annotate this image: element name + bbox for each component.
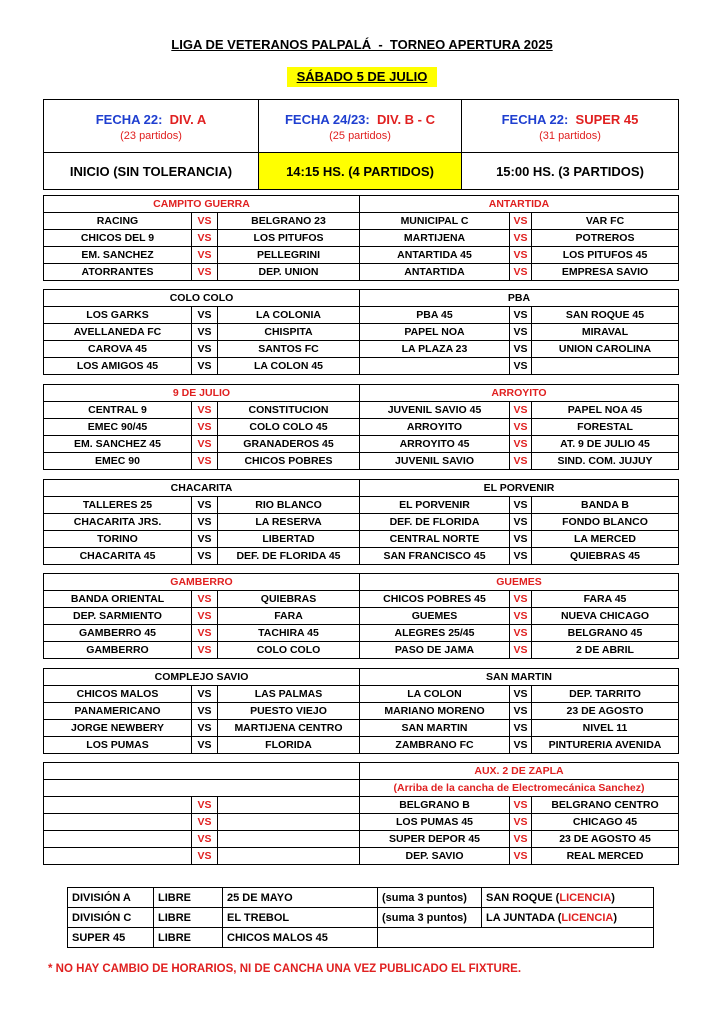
away-team: DEF. DE FLORIDA 45 (218, 548, 360, 565)
vs-label: VS (510, 703, 532, 720)
libre-row (68, 888, 654, 908)
home-team: ATORRANTES (44, 264, 192, 281)
vs-label: VS (510, 720, 532, 737)
fixture-block (43, 479, 679, 565)
vs-label: VS (510, 247, 532, 264)
vs-label: VS (192, 419, 218, 436)
vs-label: VS (192, 548, 218, 565)
vs-label: VS (192, 264, 218, 281)
vs-label: VS (192, 230, 218, 247)
match-row (44, 703, 679, 720)
home-team: JORGE NEWBERY (44, 720, 192, 737)
match-date: SÁBADO 5 DE JULIO (287, 67, 437, 87)
fixture-block (43, 762, 679, 865)
vs-label: VS (192, 453, 218, 470)
home-team: EMEC 90/45 (44, 419, 192, 436)
vs-label: VS (510, 514, 532, 531)
away-team: BELGRANO 23 (218, 213, 360, 230)
vs-label: VS (192, 737, 218, 754)
home-team: EM. SANCHEZ 45 (44, 436, 192, 453)
vs-label: VS (510, 548, 532, 565)
away-team: VAR FC (532, 213, 679, 230)
venue-left: CAMPITO GUERRA (44, 196, 360, 213)
home-team (44, 814, 192, 831)
away-team: NUEVA CHICAGO (532, 608, 679, 625)
venue-right: AUX. 2 DE ZAPLA (360, 763, 679, 780)
vs-label: VS (192, 307, 218, 324)
match-row (44, 230, 679, 247)
home-team: CENTRAL 9 (44, 402, 192, 419)
home-team: LOS PUMAS (44, 737, 192, 754)
home-team: SAN FRANCISCO 45 (360, 548, 510, 565)
home-team: SAN MARTIN (360, 720, 510, 737)
home-team: DEP. SARMIENTO (44, 608, 192, 625)
away-team: UNION CAROLINA (532, 341, 679, 358)
away-team: LA MERCED (532, 531, 679, 548)
venue-left (44, 763, 360, 780)
home-team: PANAMERICANO (44, 703, 192, 720)
match-row (44, 402, 679, 419)
fixture-block (43, 573, 679, 659)
libre-row (68, 928, 654, 948)
away-team: FARA (218, 608, 360, 625)
fixture-block (43, 668, 679, 754)
vs-label: VS (510, 737, 532, 754)
team-cell: EL TREBOL (223, 908, 378, 928)
vs-label: VS (510, 402, 532, 419)
away-team: 23 DE AGOSTO 45 (532, 831, 679, 848)
vs-label: VS (510, 436, 532, 453)
away-team: RIO BLANCO (218, 497, 360, 514)
match-row (44, 831, 679, 848)
match-row (44, 548, 679, 565)
home-team: JUVENIL SAVIO 45 (360, 402, 510, 419)
home-team: ZAMBRANO FC (360, 737, 510, 754)
vs-label: VS (192, 703, 218, 720)
home-team: PBA 45 (360, 307, 510, 324)
licencia-cell: SAN ROQUE (LICENCIA) (482, 888, 654, 908)
home-team: MARTIJENA (360, 230, 510, 247)
vs-label: VS (192, 436, 218, 453)
home-team: DEP. SAVIO (360, 848, 510, 865)
away-team: MARTIJENA CENTRO (218, 720, 360, 737)
match-row (44, 591, 679, 608)
libre-cell: LIBRE (154, 928, 223, 948)
home-team: CAROVA 45 (44, 341, 192, 358)
vs-label: VS (192, 341, 218, 358)
away-team: TACHIRA 45 (218, 625, 360, 642)
vs-label: VS (510, 642, 532, 659)
match-row (44, 497, 679, 514)
vs-label: VS (510, 230, 532, 247)
team-cell: 25 DE MAYO (223, 888, 378, 908)
match-row (44, 625, 679, 642)
match-row (44, 686, 679, 703)
away-team: QUIEBRAS (218, 591, 360, 608)
fecha-super-45: FECHA 22: SUPER 45 (31 partidos) (462, 100, 679, 153)
away-team: PINTURERIA AVENIDA (532, 737, 679, 754)
match-row (44, 514, 679, 531)
home-team: PASO DE JAMA (360, 642, 510, 659)
vs-label: VS (510, 531, 532, 548)
home-team: BELGRANO B (360, 797, 510, 814)
time-div-bc: 14:15 HS. (4 PARTIDOS) (259, 153, 462, 190)
away-team: CONSTITUCION (218, 402, 360, 419)
vs-label: VS (192, 591, 218, 608)
vs-label: VS (192, 213, 218, 230)
vs-label: VS (192, 247, 218, 264)
fixture-block (43, 195, 679, 281)
away-team: LIBERTAD (218, 531, 360, 548)
home-team: LOS PUMAS 45 (360, 814, 510, 831)
vs-label: VS (192, 402, 218, 419)
match-row (44, 814, 679, 831)
match-row (44, 358, 679, 375)
match-row (44, 797, 679, 814)
home-team: CHACARITA 45 (44, 548, 192, 565)
vs-label: VS (192, 848, 218, 865)
away-team (218, 848, 360, 865)
away-team: 2 DE ABRIL (532, 642, 679, 659)
home-team: CHICOS POBRES 45 (360, 591, 510, 608)
home-team: JUVENIL SAVIO (360, 453, 510, 470)
vs-label: VS (192, 358, 218, 375)
away-team: CHISPITA (218, 324, 360, 341)
home-team: CHICOS DEL 9 (44, 230, 192, 247)
vs-label: VS (510, 625, 532, 642)
fecha-div-a: FECHA 22: DIV. A (23 partidos) (44, 100, 259, 153)
venue-left-sub (44, 780, 360, 797)
away-team: CHICOS POBRES (218, 453, 360, 470)
away-team: BELGRANO 45 (532, 625, 679, 642)
vs-label: VS (192, 686, 218, 703)
home-team: ARROYITO (360, 419, 510, 436)
vs-label: VS (192, 531, 218, 548)
home-team: EMEC 90 (44, 453, 192, 470)
away-team (532, 358, 679, 375)
suma-cell: (suma 3 puntos) (378, 888, 482, 908)
away-team: EMPRESA SAVIO (532, 264, 679, 281)
away-team: REAL MERCED (532, 848, 679, 865)
fechas-table (43, 99, 679, 190)
vs-label: VS (510, 419, 532, 436)
vs-label: VS (192, 608, 218, 625)
away-team (218, 797, 360, 814)
vs-label: VS (510, 797, 532, 814)
home-team: EL PORVENIR (360, 497, 510, 514)
away-team: DEP. TARRITO (532, 686, 679, 703)
venue-right: EL PORVENIR (360, 480, 679, 497)
vs-label: VS (510, 497, 532, 514)
vs-label: VS (510, 307, 532, 324)
venue-left: COLO COLO (44, 290, 360, 307)
match-row (44, 419, 679, 436)
home-team: MUNICIPAL C (360, 213, 510, 230)
match-row (44, 324, 679, 341)
home-team (44, 831, 192, 848)
vs-label: VS (192, 642, 218, 659)
vs-label: VS (510, 848, 532, 865)
match-row (44, 608, 679, 625)
away-team: COLO COLO (218, 642, 360, 659)
away-team: LOS PITUFOS (218, 230, 360, 247)
home-team: EM. SANCHEZ (44, 247, 192, 264)
match-row (44, 213, 679, 230)
away-team: 23 DE AGOSTO (532, 703, 679, 720)
venue-right: GUEMES (360, 574, 679, 591)
match-row (44, 247, 679, 264)
vs-label: VS (510, 341, 532, 358)
away-team: LA COLONIA (218, 307, 360, 324)
away-team (218, 831, 360, 848)
away-team: SAN ROQUE 45 (532, 307, 679, 324)
suma-cell (378, 928, 654, 948)
home-team: GAMBERRO (44, 642, 192, 659)
vs-label: VS (192, 814, 218, 831)
away-team: LA RESERVA (218, 514, 360, 531)
away-team: CHICAGO 45 (532, 814, 679, 831)
match-row (44, 531, 679, 548)
fixture-block (43, 289, 679, 375)
match-row (44, 307, 679, 324)
suma-cell: (suma 3 puntos) (378, 908, 482, 928)
home-team: ANTARTIDA (360, 264, 510, 281)
vs-label: VS (510, 264, 532, 281)
away-team: SANTOS FC (218, 341, 360, 358)
venue-right: PBA (360, 290, 679, 307)
away-team: QUIEBRAS 45 (532, 548, 679, 565)
away-team: AT. 9 DE JULIO 45 (532, 436, 679, 453)
vs-label: VS (192, 831, 218, 848)
match-row (44, 436, 679, 453)
match-row (44, 737, 679, 754)
venue-left: 9 DE JULIO (44, 385, 360, 402)
time-super-45: 15:00 HS. (3 PARTIDOS) (462, 153, 679, 190)
venue-right: SAN MARTIN (360, 669, 679, 686)
division-cell: DIVISIÓN C (68, 908, 154, 928)
home-team: LOS GARKS (44, 307, 192, 324)
time-div-a: INICIO (SIN TOLERANCIA) (44, 153, 259, 190)
match-row (44, 264, 679, 281)
home-team: SUPER DEPOR 45 (360, 831, 510, 848)
away-team: DEP. UNION (218, 264, 360, 281)
vs-label: VS (192, 514, 218, 531)
home-team: ARROYITO 45 (360, 436, 510, 453)
division-cell: SUPER 45 (68, 928, 154, 948)
home-team: LA PLAZA 23 (360, 341, 510, 358)
match-row (44, 720, 679, 737)
venue-left: CHACARITA (44, 480, 360, 497)
licencia-cell: LA JUNTADA (LICENCIA) (482, 908, 654, 928)
home-team: GUEMES (360, 608, 510, 625)
vs-label: VS (192, 720, 218, 737)
away-team: COLO COLO 45 (218, 419, 360, 436)
vs-label: VS (192, 497, 218, 514)
vs-label: VS (192, 797, 218, 814)
away-team: PAPEL NOA 45 (532, 402, 679, 419)
vs-label: VS (510, 324, 532, 341)
vs-label: VS (192, 625, 218, 642)
vs-label: VS (510, 814, 532, 831)
home-team: ALEGRES 25/45 (360, 625, 510, 642)
libre-row (68, 908, 654, 928)
away-team: FARA 45 (532, 591, 679, 608)
division-cell: DIVISIÓN A (68, 888, 154, 908)
away-team: POTREROS (532, 230, 679, 247)
away-team: FONDO BLANCO (532, 514, 679, 531)
away-team: BANDA B (532, 497, 679, 514)
away-team: FLORIDA (218, 737, 360, 754)
match-row (44, 642, 679, 659)
fixture-note: * NO HAY CAMBIO DE HORARIOS, NI DE CANCHA UNA VEZ PUBLICADO EL FIXTURE. (48, 963, 522, 975)
libres-table (67, 887, 654, 948)
venue-left: GAMBERRO (44, 574, 360, 591)
home-team: PAPEL NOA (360, 324, 510, 341)
home-team: ANTARTIDA 45 (360, 247, 510, 264)
vs-label: VS (192, 324, 218, 341)
fixture-block (43, 384, 679, 470)
team-cell: CHICOS MALOS 45 (223, 928, 378, 948)
away-team: LAS PALMAS (218, 686, 360, 703)
home-team (44, 848, 192, 865)
home-team: DEF. DE FLORIDA (360, 514, 510, 531)
libre-cell: LIBRE (154, 888, 223, 908)
home-team: TALLERES 25 (44, 497, 192, 514)
vs-label: VS (510, 686, 532, 703)
away-team: PUESTO VIEJO (218, 703, 360, 720)
venue-right: ARROYITO (360, 385, 679, 402)
venue-right: ANTARTIDA (360, 196, 679, 213)
away-team: BELGRANO CENTRO (532, 797, 679, 814)
home-team: BANDA ORIENTAL (44, 591, 192, 608)
home-team: CHICOS MALOS (44, 686, 192, 703)
away-team: PELLEGRINI (218, 247, 360, 264)
away-team: LA COLON 45 (218, 358, 360, 375)
away-team: NIVEL 11 (532, 720, 679, 737)
page-title: LIGA DE VETERANOS PALPALÁ - TORNEO APERTURA 2025 (171, 37, 553, 52)
vs-label: VS (510, 591, 532, 608)
home-team: RACING (44, 213, 192, 230)
venue-left: COMPLEJO SAVIO (44, 669, 360, 686)
home-team: LOS AMIGOS 45 (44, 358, 192, 375)
home-team: LA COLON (360, 686, 510, 703)
home-team (360, 358, 510, 375)
fecha-div-bc: FECHA 24/23: DIV. B - C (25 partidos) (259, 100, 462, 153)
match-row (44, 341, 679, 358)
match-row (44, 848, 679, 865)
vs-label: VS (510, 831, 532, 848)
venue-subtitle: (Arriba de la cancha de Electromecánica Sanchez) (360, 780, 679, 797)
home-team: CHACARITA JRS. (44, 514, 192, 531)
home-team: TORINO (44, 531, 192, 548)
home-team: MARIANO MORENO (360, 703, 510, 720)
match-row (44, 453, 679, 470)
home-team: AVELLANEDA FC (44, 324, 192, 341)
away-team: MIRAVAL (532, 324, 679, 341)
libre-cell: LIBRE (154, 908, 223, 928)
away-team: GRANADEROS 45 (218, 436, 360, 453)
away-team: LOS PITUFOS 45 (532, 247, 679, 264)
home-team (44, 797, 192, 814)
away-team: SIND. COM. JUJUY (532, 453, 679, 470)
vs-label: VS (510, 453, 532, 470)
home-team: CENTRAL NORTE (360, 531, 510, 548)
home-team: GAMBERRO 45 (44, 625, 192, 642)
vs-label: VS (510, 213, 532, 230)
away-team: FORESTAL (532, 419, 679, 436)
vs-label: VS (510, 608, 532, 625)
away-team (218, 814, 360, 831)
vs-label: VS (510, 358, 532, 375)
